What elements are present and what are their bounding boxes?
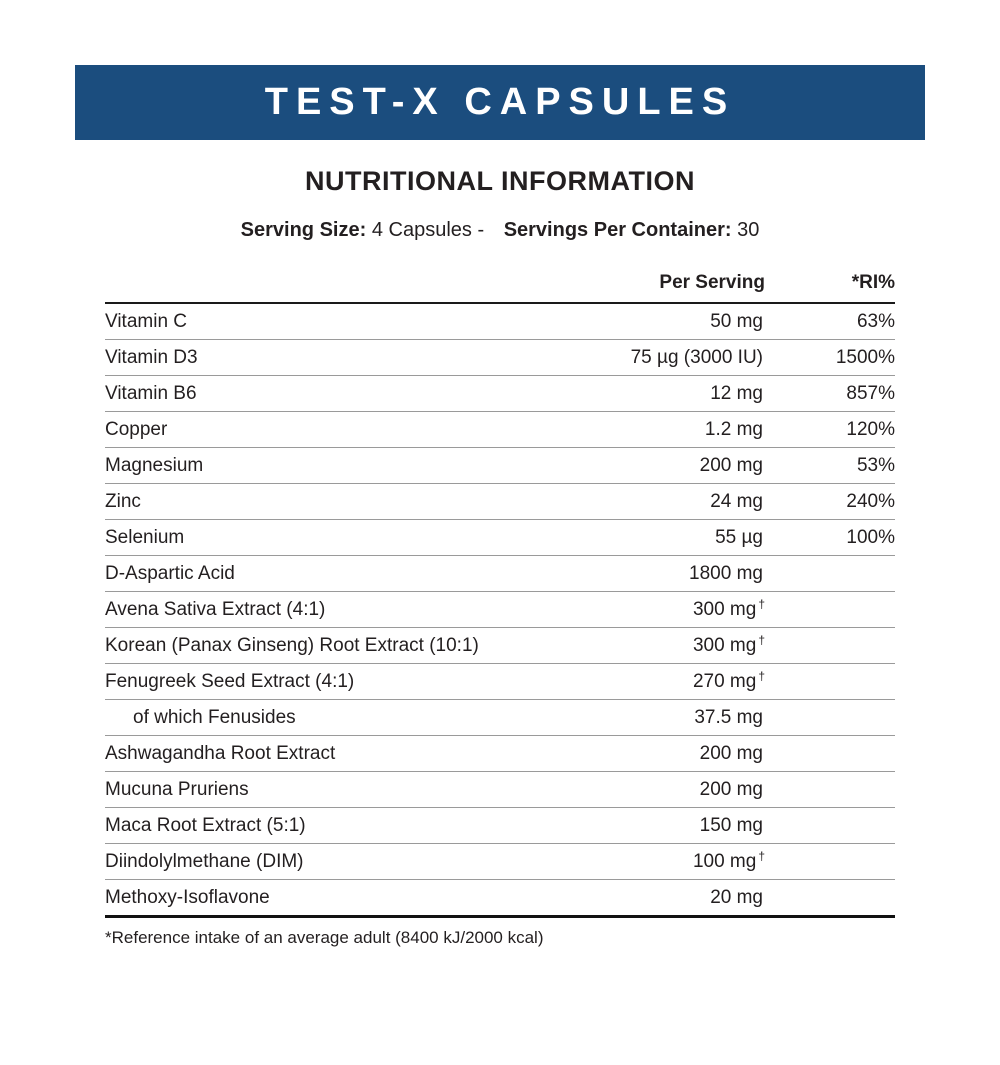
ingredient-name: Methoxy-Isoflavone [105, 887, 270, 908]
ingredient-name: Ashwagandha Root Extract [105, 743, 336, 764]
table-row [105, 520, 895, 556]
per-serving-value: 75 µg (3000 IU) [630, 347, 763, 368]
ingredient-name: Korean (Panax Ginseng) Root Extract (10:1) [105, 635, 479, 656]
per-serving-value: 200 mg [699, 743, 763, 764]
per-serving-value: 12 mg [710, 383, 763, 404]
ri-value: 100% [846, 527, 895, 548]
table-row [105, 304, 895, 340]
per-serving-value: 55 µg [715, 527, 763, 548]
table-row [105, 412, 895, 448]
ingredient-name: Vitamin B6 [105, 383, 197, 404]
table-row [105, 808, 895, 844]
ingredient-name: D-Aspartic Acid [105, 563, 235, 584]
table-row [105, 592, 895, 628]
ingredient-name: Vitamin C [105, 311, 188, 332]
per-serving-value: 300 mg † [692, 596, 765, 620]
table-row [105, 844, 895, 880]
table-row [105, 556, 895, 592]
ri-value: 63% [856, 311, 895, 332]
ingredient-name: Vitamin D3 [105, 347, 198, 368]
table-row [105, 448, 895, 484]
per-serving-value: 200 mg [699, 779, 763, 800]
table-row [105, 772, 895, 808]
ri-value: 240% [846, 491, 895, 512]
ingredient-name: Avena Sativa Extract (4:1) [105, 599, 326, 620]
table-row [105, 484, 895, 520]
per-serving-value: 20 mg [710, 887, 763, 908]
table-header-row [105, 268, 895, 304]
ingredient-name: Maca Root Extract (5:1) [105, 815, 306, 836]
table-row [105, 340, 895, 376]
supplement-label [75, 65, 925, 948]
ri-value: 120% [846, 419, 895, 440]
nutrition-table [105, 268, 895, 918]
per-serving-value: 50 mg [710, 311, 763, 332]
per-serving-value: 200 mg [699, 455, 763, 476]
product-title: TEST-X CAPSULES [264, 81, 736, 123]
product-banner [75, 65, 925, 140]
serving-separator: - [477, 219, 485, 241]
ingredient-name: Diindolylmethane (DIM) [105, 851, 304, 872]
reference-intake-footnote: *Reference intake of an average adult (8400 kJ/2000 kcal) [105, 928, 544, 947]
table-row [105, 664, 895, 700]
per-serving-value: 1.2 mg [704, 419, 763, 440]
dagger-mark: † [758, 596, 765, 611]
table-row [105, 880, 895, 918]
servings-per-container-value: 30 [737, 219, 760, 241]
ingredient-name: Mucuna Pruriens [105, 779, 249, 800]
per-serving-value: 37.5 mg [694, 707, 763, 728]
per-serving-value: 24 mg [710, 491, 763, 512]
ingredient-name: Selenium [105, 527, 185, 548]
dagger-mark: † [758, 632, 765, 647]
serving-size-value: 4 Capsules [371, 219, 472, 241]
table-row [105, 736, 895, 772]
ri-value: 857% [846, 383, 895, 404]
ingredient-name: of which Fenusides [133, 707, 296, 728]
ri-value: 53% [856, 455, 895, 476]
dagger-mark: † [758, 848, 765, 863]
table-row [105, 628, 895, 664]
per-serving-value: 150 mg [699, 815, 763, 836]
ingredient-name: Magnesium [105, 455, 204, 476]
per-serving-value: 270 mg † [692, 668, 765, 692]
per-serving-value: 300 mg † [692, 632, 765, 656]
table-row [105, 376, 895, 412]
ingredient-name: Zinc [105, 491, 141, 512]
ingredient-name: Copper [105, 419, 168, 440]
header-per-serving: Per Serving [659, 272, 765, 293]
ingredient-name: Fenugreek Seed Extract (4:1) [105, 671, 355, 692]
serving-info [75, 219, 925, 242]
ri-value: 1500% [835, 347, 895, 368]
section-title: NUTRITIONAL INFORMATION [305, 166, 695, 196]
per-serving-value: 100 mg † [692, 848, 765, 872]
serving-size-label: Serving Size: [240, 219, 367, 241]
table-row-sub [105, 700, 895, 736]
per-serving-value: 1800 mg [689, 563, 763, 584]
header-ri: *RI% [851, 272, 895, 293]
dagger-mark: † [758, 668, 765, 683]
servings-per-container-label: Servings Per Container: [503, 219, 732, 241]
